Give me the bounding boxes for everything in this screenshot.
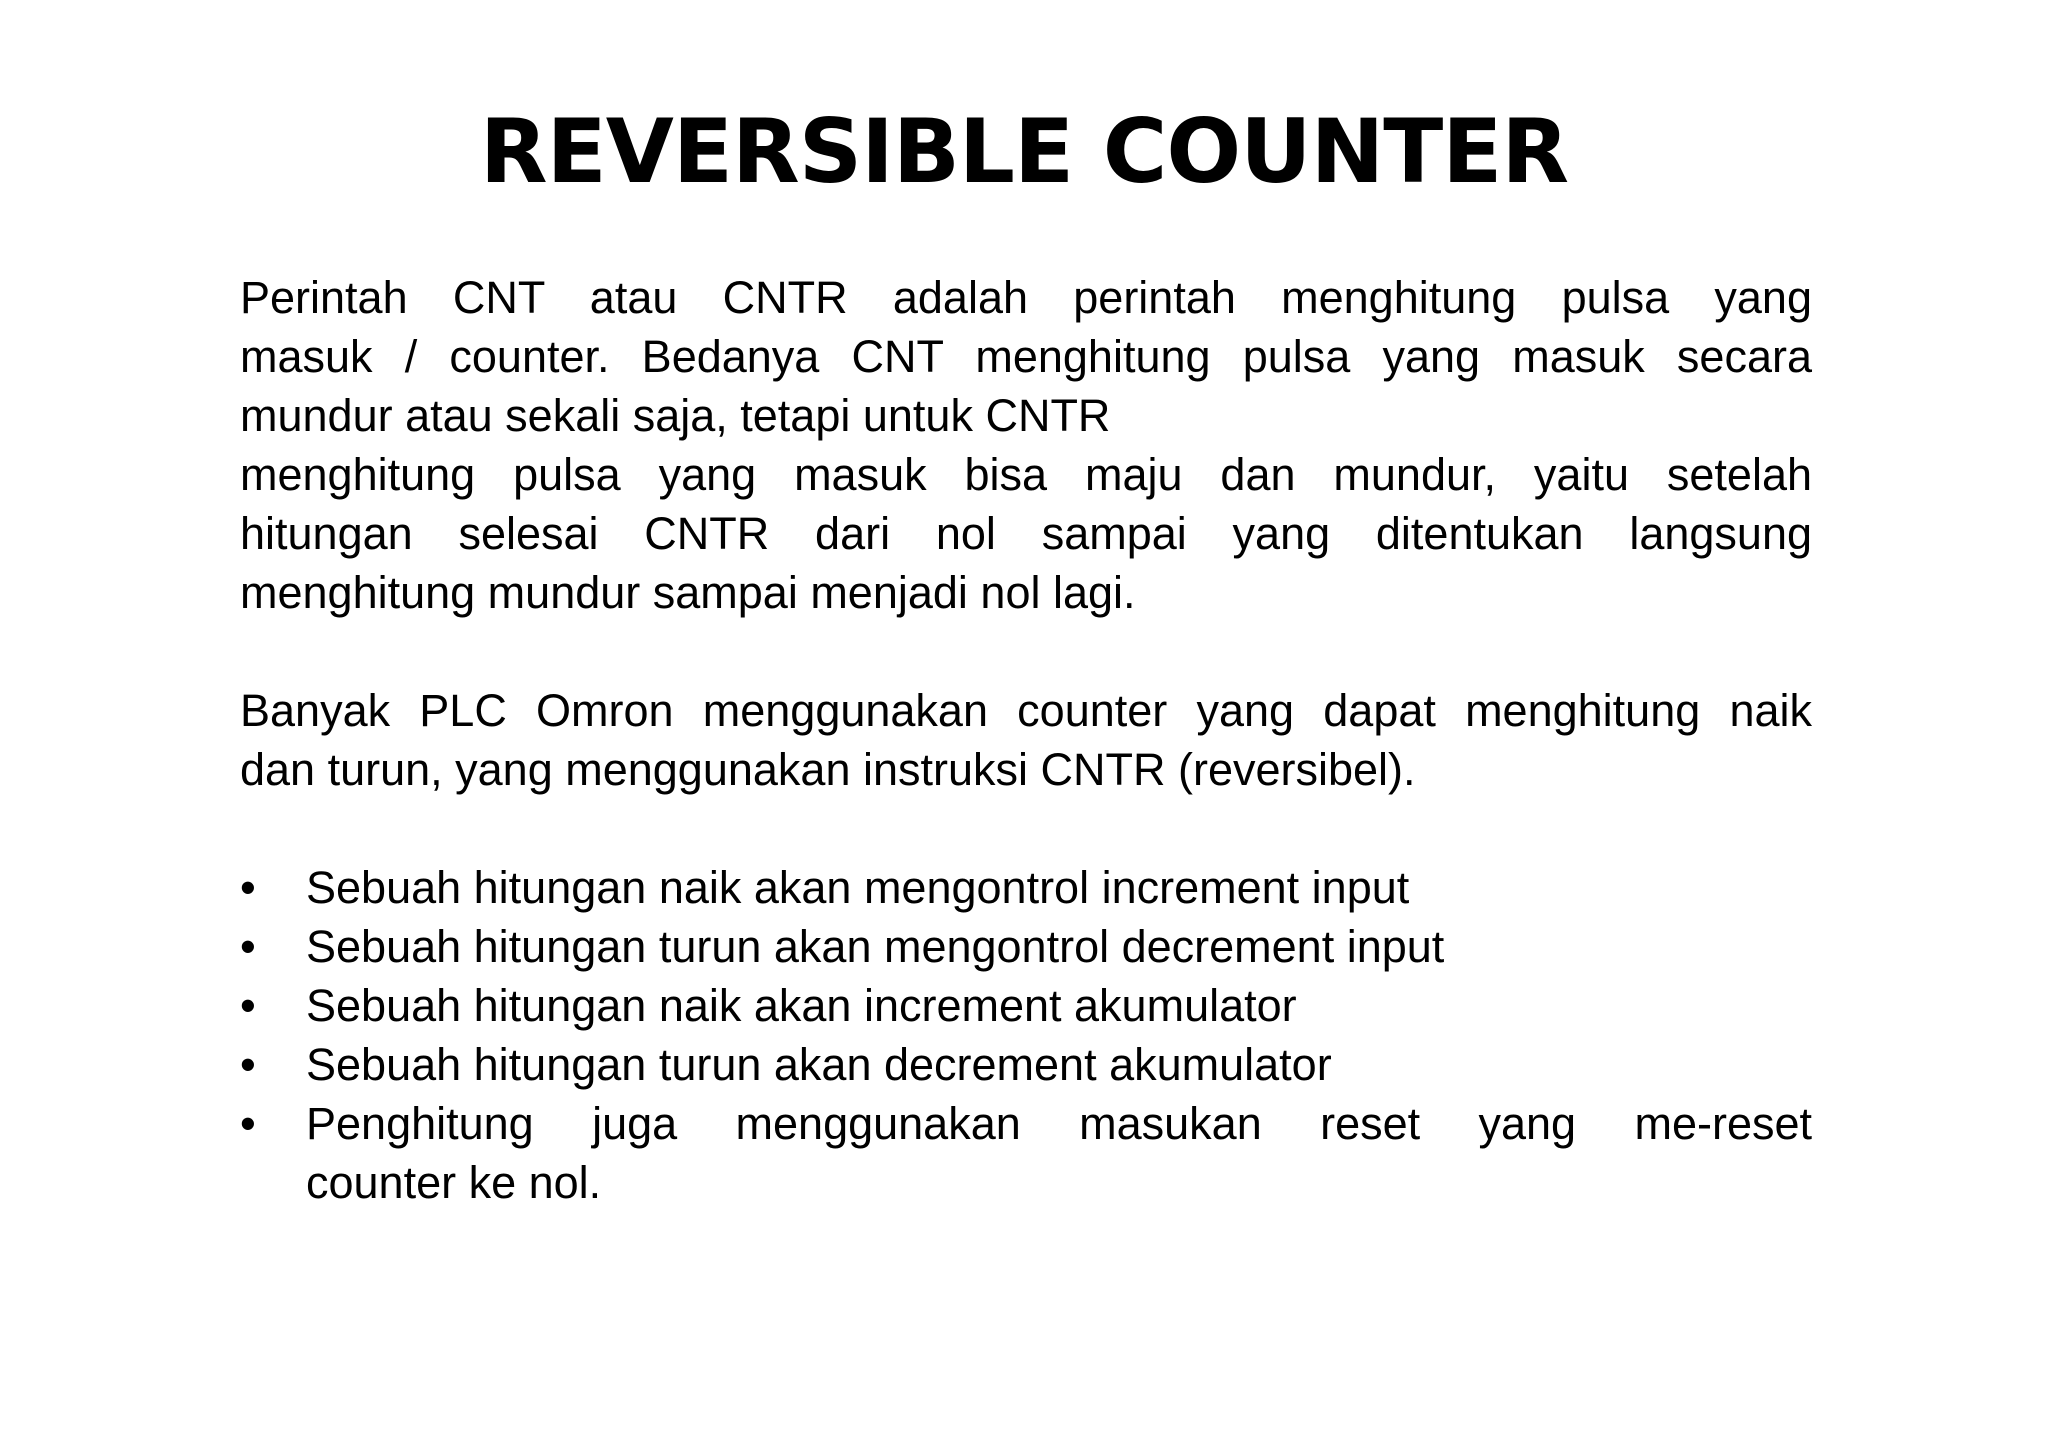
bullet-text: Sebuah hitungan turun akan mengontrol decrement input — [306, 921, 1445, 972]
bullet-icon: • — [240, 921, 256, 972]
bullet-item — [240, 917, 1812, 976]
bullet-list — [240, 858, 1812, 1212]
paragraph-3 — [240, 681, 1812, 799]
bullet-item — [240, 858, 1812, 917]
paragraph-2-line-3: menghitung mundur sampai menjadi nol lagi. — [240, 567, 1136, 618]
bullet-item — [240, 1035, 1812, 1094]
bullet-text-line-2: counter ke nol. — [306, 1157, 602, 1208]
bullet-icon: • — [240, 1098, 256, 1149]
slide-content — [240, 268, 1812, 1212]
paragraph-2-line-1: menghitung pulsa yang masuk bisa maju dan mundur, yaitu setelah — [240, 449, 1812, 500]
bullet-text: Sebuah hitungan turun akan decrement akumulator — [306, 1039, 1332, 1090]
bullet-text: Sebuah hitungan naik akan mengontrol increment input — [306, 862, 1410, 913]
bullet-icon: • — [240, 862, 256, 913]
paragraph-1 — [240, 268, 1812, 445]
bullet-text-line-1: Penghitung juga menggunakan masukan reset yang me-reset — [306, 1098, 1812, 1149]
paragraph-1-line-1: Perintah CNT atau CNTR adalah perintah menghitung pulsa yang — [240, 272, 1812, 323]
bullet-icon: • — [240, 1039, 256, 1090]
spacer — [240, 622, 1812, 681]
spacer — [240, 799, 1812, 858]
paragraph-1-line-2: masuk / counter. Bedanya CNT menghitung pulsa yang masuk secara — [240, 331, 1812, 382]
paragraph-2-line-2: hitungan selesai CNTR dari nol sampai yang ditentukan langsung — [240, 508, 1812, 559]
paragraph-2 — [240, 445, 1812, 622]
slide-title: REVERSIBLE COUNTER — [479, 100, 1569, 203]
paragraph-1-line-3: mundur atau sekali saja, tetapi untuk CNTR — [240, 390, 1111, 441]
paragraph-3-line-2: dan turun, yang menggunakan instruksi CNTR (reversibel). — [240, 744, 1416, 795]
bullet-text: Sebuah hitungan naik akan increment akumulator — [306, 980, 1297, 1031]
bullet-item — [240, 1094, 1812, 1212]
bullet-item — [240, 976, 1812, 1035]
bullet-icon: • — [240, 980, 256, 1031]
paragraph-3-line-1: Banyak PLC Omron menggunakan counter yang dapat menghitung naik — [240, 685, 1812, 736]
